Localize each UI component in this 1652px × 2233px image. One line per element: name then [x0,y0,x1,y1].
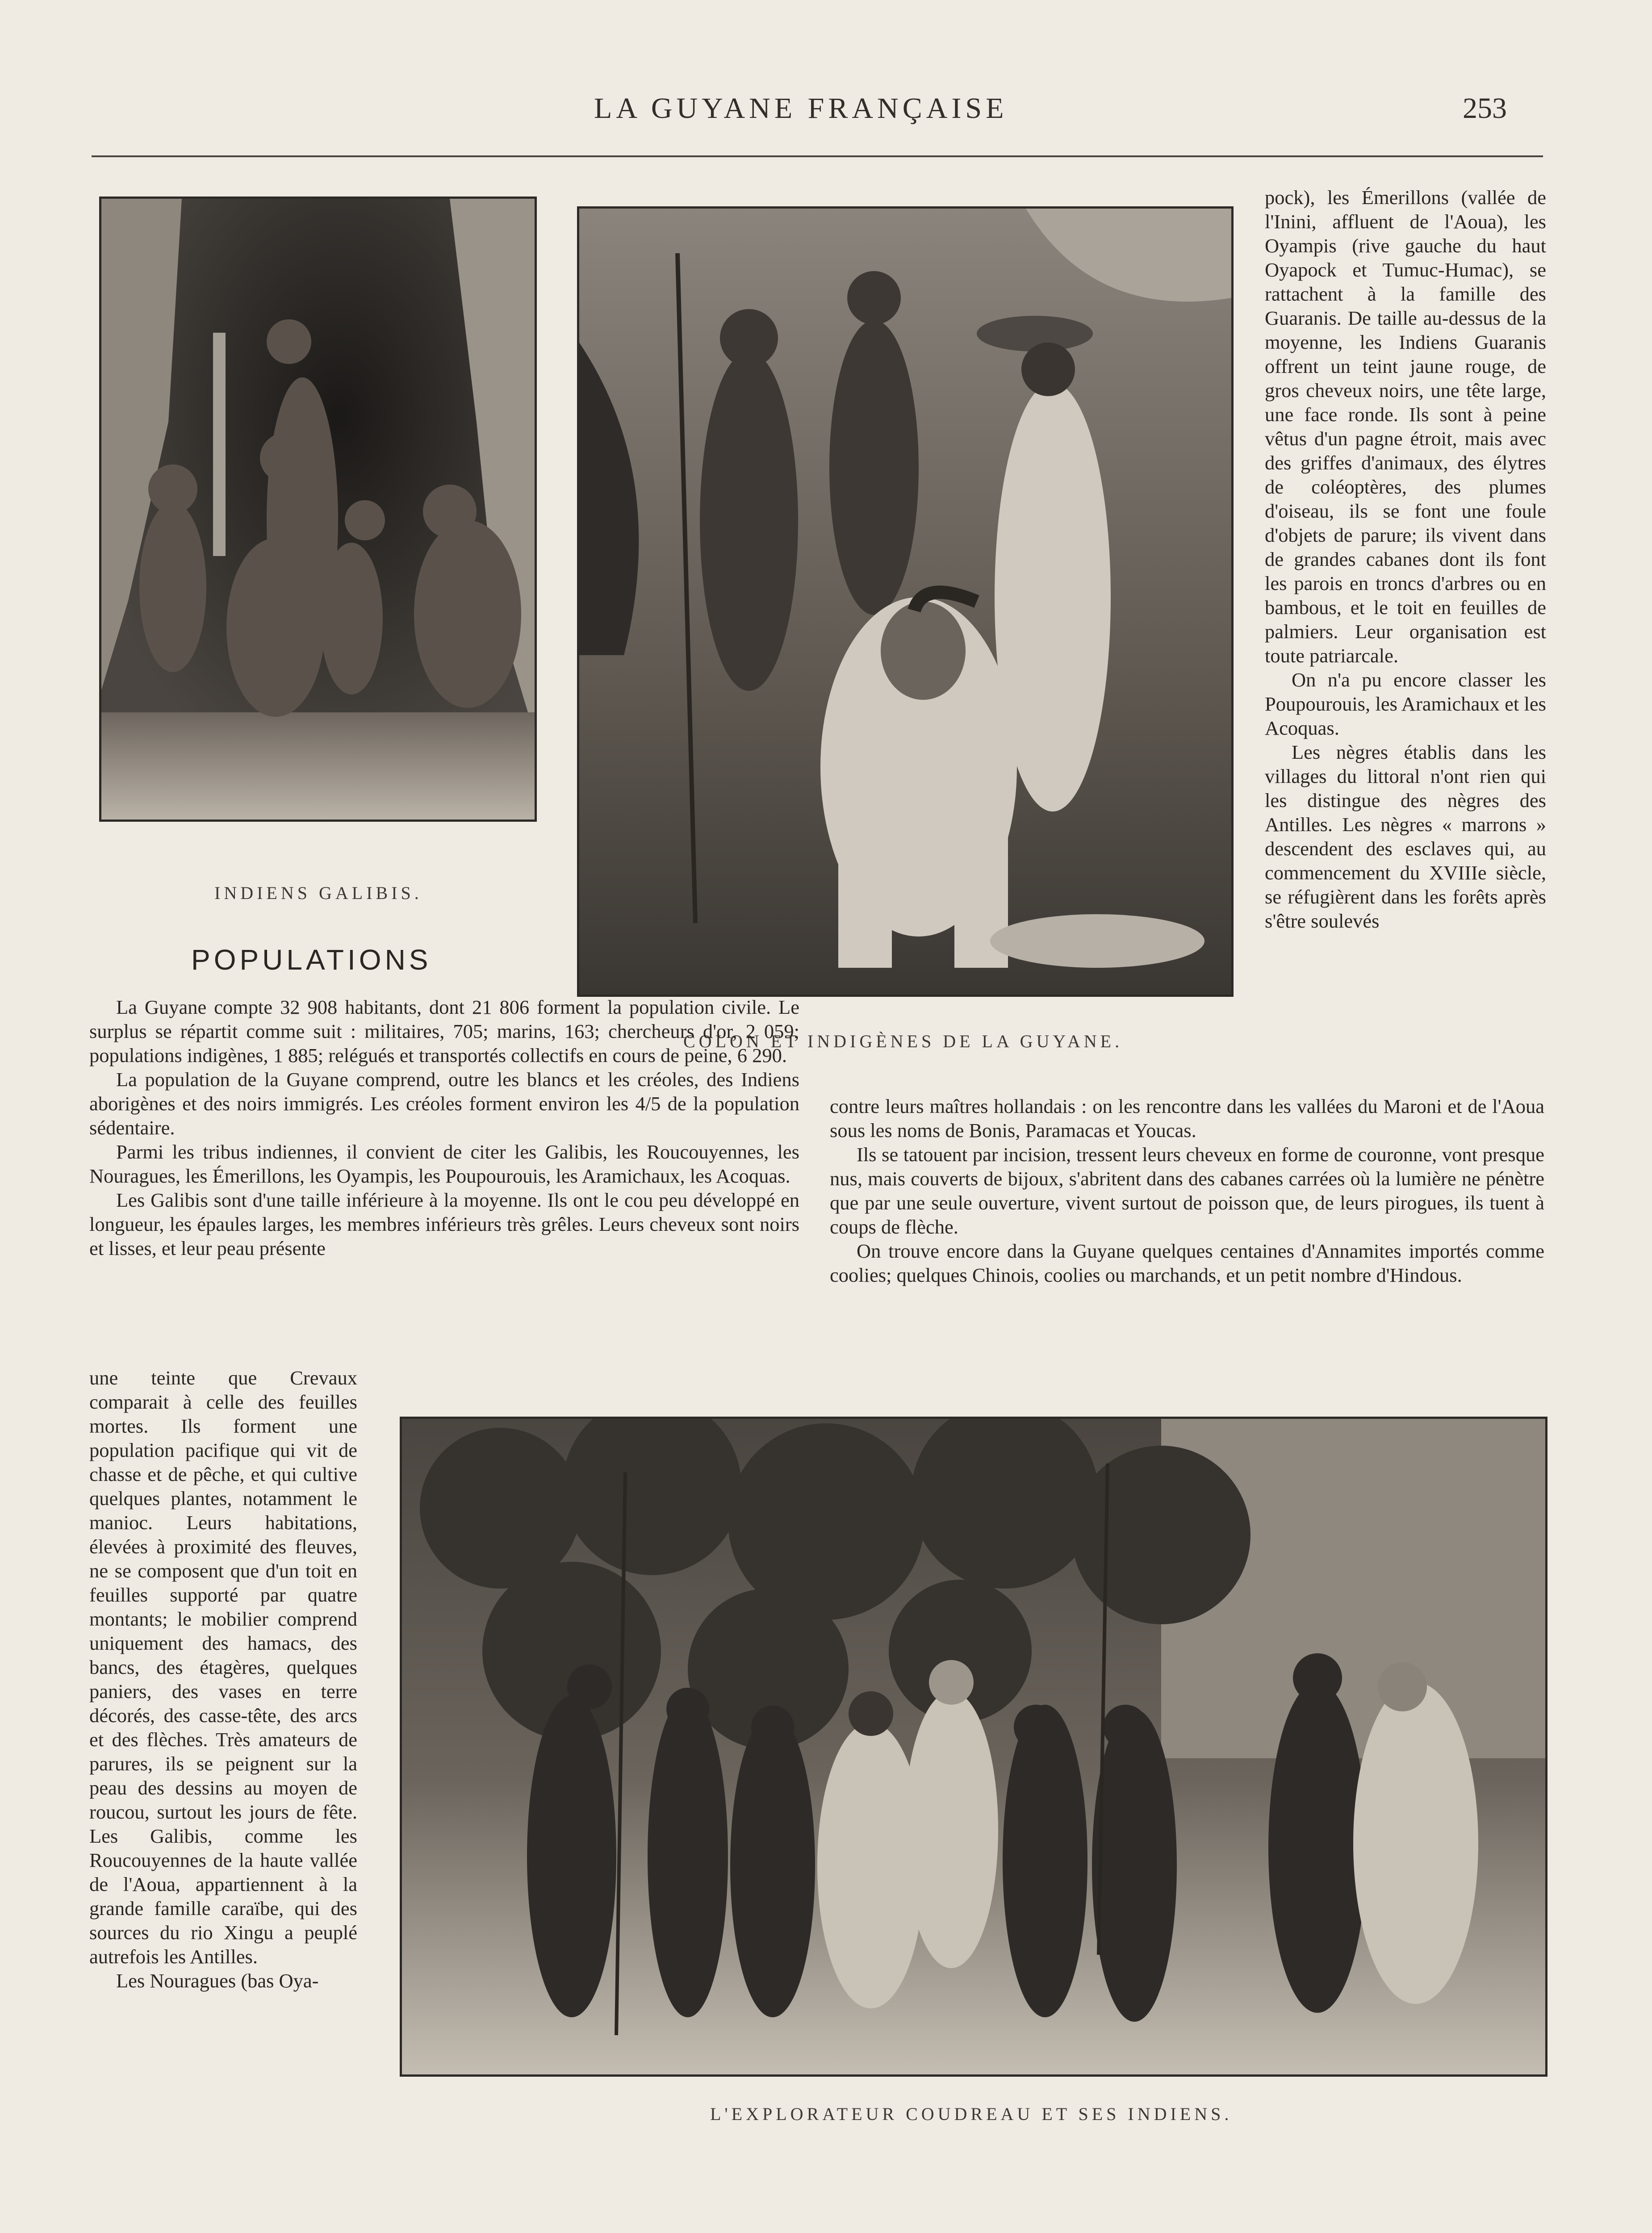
running-head-title: LA GUYANE FRANÇAISE [594,92,1008,125]
paragraph: On n'a pu encore classer les Poupourouis, les Aramichaux et les Acoquas. [1265,669,1546,739]
paragraph: La Guyane compte 32 908 habitants, dont 21 806 forment la population civile. Le surplus se répartit comme suit : militaires, 705; marins, 163; chercheurs d'or, 2 059; populations indigènes, 1 885; relégués et transportés collectifs en cours de peine, 6 290. [89,996,799,1066]
paragraph: pock), les Émerillons (vallée de l'Inini, affluent de l'Aoua), les Oyampis (rive gauche du haut Oyapock et Tumuc-Humac), se rattachent à la famille des Guaranis. De taille au-dessus de la moyenne, les Indiens Guaranis offrent un teint jaune rouge, de gros cheveux noirs, une tête large, une face ronde. Ils sont à peine vêtus d'un pagne étroit, mais avec des griffes d'animaux, des élytres de coléoptères, des plumes d'oiseau, ils se font une foule d'objets de parure; ils vivent dans de grandes cabanes dont ils font les parois en troncs d'arbres ou en bambous, et le toit en feuilles de palmiers. Leur organisation est toute patriarcale. [1265,186,1546,667]
paragraph: contre leurs maîtres hollandais : on les rencontre dans les vallées du Maroni et de l'Aoua sous les noms de Bonis, Paramacas et Youcas. [830,1095,1544,1142]
left-wide-text [89,995,799,1260]
caption-galibis: INDIENS GALIBIS. [214,883,422,903]
right-column-text [1265,185,1546,933]
caption-coudreau: L'EXPLORATEUR COUDREAU ET SES INDIENS. [710,2104,1233,2124]
middle-column-text [830,1094,1544,1287]
header-rule [92,155,1543,157]
photo-colon-et-indigenes [577,206,1234,997]
paragraph: Ils se tatouent par incision, tressent leurs cheveux en forme de couronne, vont presque nus, mais couverts de bijoux, s'abritent dans des cabanes carrées où la lumière ne pénètre que par une seule ouverture, vivent surtout de poisson que, de leurs pirogues, ils tuent à coups de flèche. [830,1143,1544,1238]
photo-indiens-galibis [99,197,537,822]
caption-colon: COLON ET INDIGÈNES DE LA GUYANE. [683,1031,1123,1051]
paragraph: La population de la Guyane comprend, outre les blancs et les créoles, des Indiens aborigènes et des noirs immigrés. Les créoles forment environ les 4/5 de la population sédentaire. [89,1068,799,1139]
paragraph: Les Galibis sont d'une taille inférieure à la moyenne. Ils ont le cou peu développé en longueur, les épaules larges, les membres inférieurs très grêles. Leurs cheveux sont noirs et lisses, et leur peau présente [89,1189,799,1259]
paragraph: On trouve encore dans la Guyane quelques centaines d'Annamites importés comme coolies; quelques Chinois, coolies ou marchands, et un petit nombre d'Hindous. [830,1240,1544,1286]
page-number: 253 [1463,92,1507,125]
paragraph: Les nègres établis dans les villages du littoral n'ont rien qui les distingue des nègres des Antilles. Les nègres « marrons » descendent des esclaves qui, au commencement du XVIIIe siècle, se réfugièrent dans les forêts après s'être soulevés [1265,741,1546,932]
paragraph: une teinte que Crevaux comparait à celle des feuilles mortes. Ils forment une population pacifique qui vit de chasse et de pêche, et qui cultive quelques plantes, notamment le manioc. Leurs habitations, élevées à proximité des fleuves, ne se composent que d'un toit en feuilles supporté par quatre montants; le mobilier comprend uniquement des hamacs, des bancs, des étagères, quelques paniers, des vases en terre décorés, des casse-tête, des arcs et des flèches. Très amateurs de parures, ils se peignent sur la peau des dessins au moyen de roucou, surtout les jours de fête. Les Galibis, comme les Roucouyennes de la haute vallée de l'Aoua, appartiennent à la grande famille caraïbe, qui des sources du rio Xingu a peuplé autrefois les Antilles. [89,1367,357,1968]
section-heading: POPULATIONS [191,944,432,976]
photo-explorateur-coudreau [400,1417,1547,2077]
paragraph: Parmi les tribus indiennes, il convient de citer les Galibis, les Roucouyennes, les Nouragues, les Émerillons, les Oyampis, les Poupourouis, les Aramichaux, les Acoquas. [89,1141,799,1187]
left-narrow-text [89,1366,357,1993]
paragraph: Les Nouragues (bas Oya- [116,1970,319,1992]
